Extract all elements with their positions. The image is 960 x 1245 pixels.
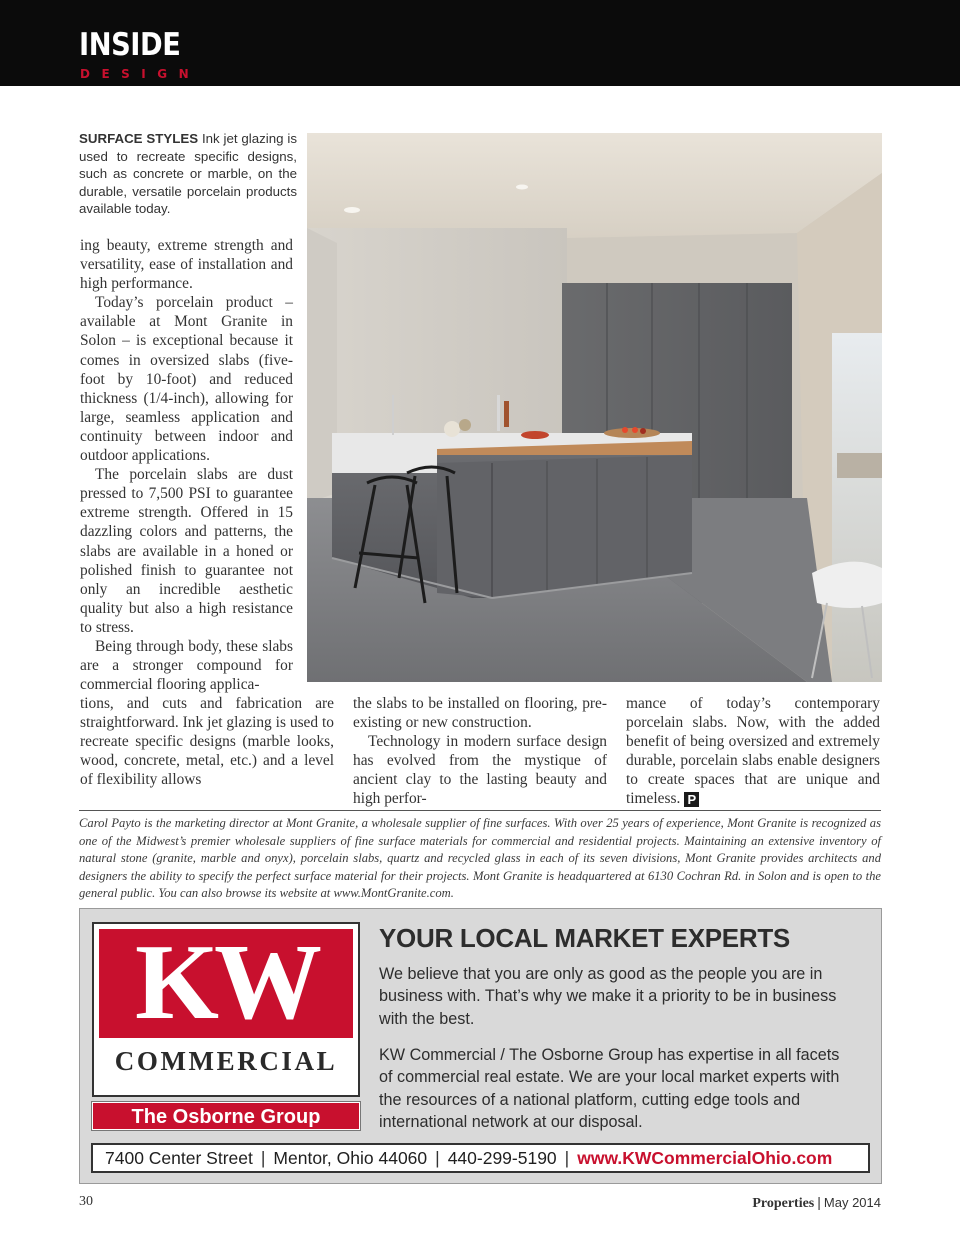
kw-advertisement (79, 908, 882, 1184)
footer-separator: | (817, 1194, 821, 1210)
publication-footer (752, 1194, 881, 1212)
article-paragraph: Today’s porcelain product – available at Mont Granite in Solon – is exceptional because it comes in oversized slabs (five-foot by 10-foot) and reduced thickness (1/4-inch), allowing for large, seamless application and continuity between indoor and outdoor applications. (80, 294, 293, 465)
photo-caption (79, 130, 297, 218)
kw-logo-word: COMMERCIAL (114, 1046, 338, 1076)
article-paragraph (626, 694, 880, 809)
kw-logo-mark (99, 923, 353, 1042)
article-paragraph: The porcelain slabs are dust pressed to 7,500 PSI to guarantee extreme strength. Offered in 15 dazzling colors and patterns, the slabs are available in a honed or polished finish to guarantee not only an incredible aesthetic quality but also a high resistance to stress. (80, 466, 293, 636)
article-column-1-continued (80, 694, 334, 789)
ad-website-link[interactable]: www.KWCommercialOhio.com (577, 1148, 833, 1168)
article-column-3 (626, 694, 880, 809)
caption-lead: SURFACE STYLES (79, 131, 199, 146)
ad-paragraph: KW Commercial / The Osborne Group has expertise in all facets of commercial real estate. We are your local market experts with the resources of a national platform, cutting edge tools and international network at our disposal. (379, 1046, 840, 1132)
section-header (0, 0, 960, 86)
kw-logo (92, 922, 360, 1097)
kitchen-photo (307, 133, 882, 682)
caption-text: Ink jet glazing is used to recreate specific designs, such as concrete or marble, on the durable, versatile porcelain products available today. (79, 131, 297, 217)
ad-headline: YOUR LOCAL MARKET EXPERTS (379, 923, 790, 953)
author-bio: Carol Payto is the marketing director at Mont Granite, a wholesale supplier of fine surfaces. With over 25 years of experience, Mont Granite is recognized as one of the Midwest’s premier wholesale suppliers of fine surface materials for commercial and residential projects. Maintaining an extensive inventory of natural stone (granite, marble and onyx), porcelain slabs, quartz and recycled glass in each of its seven divisions, Mont Granite provides architects and designers the ability to specify the perfect surface material for their projects. Mont Granite is headquartered at 6130 Cochran Rd. in Solon and is open to the general public. You can also browse its website at www.MontGranite.com. (79, 816, 881, 900)
section-title: INSIDE (79, 27, 181, 63)
contact-separator: | (435, 1148, 440, 1168)
bio-divider (79, 810, 881, 811)
contact-separator: | (260, 1148, 266, 1168)
article-text: mance of today’s contemporary porcelain slabs. Now, with the added benefit of being oversized and extremely durable, porcelain slabs enable designers to create spaces that are unique and timeless. (626, 695, 880, 808)
ad-phone: 440-299-5190 (447, 1148, 557, 1168)
article-paragraph: Technology in modern surface design has evolved from the mystique of ancient clay to the lasting beauty and high perfor- (353, 733, 607, 808)
kitchen-illustration (307, 133, 882, 682)
article-paragraph: Being through body, these slabs are a stronger compound for commercial flooring applica- (80, 637, 293, 694)
article-column-2 (353, 694, 607, 809)
article-paragraph: tions, and cuts and fabrication are straightforward. Ink jet glazing is used to recreate specific designs (marble looks, wood, concrete, metal, etc.) and a level of flexibility allows (80, 695, 334, 789)
article-column-1 (80, 236, 293, 694)
article-paragraph: ing beauty, extreme strength and versatility, ease of installation and high performance. (80, 237, 293, 293)
group-name-banner: The Osborne Group (92, 1102, 360, 1130)
issue-date: May 2014 (823, 1195, 881, 1210)
end-mark-icon: P (684, 792, 699, 807)
section-subtitle: DESIGN (80, 67, 201, 81)
contact-bar (91, 1143, 870, 1173)
page-number: 30 (79, 1194, 93, 1209)
publication-name: Properties (752, 1196, 815, 1211)
ad-address: 7400 Center Street (105, 1148, 253, 1168)
contact-separator: | (564, 1148, 570, 1168)
kw-logo-letters: KW (134, 923, 317, 1042)
ad-city: Mentor, Ohio 44060 (273, 1148, 428, 1168)
ad-paragraph: We believe that you are only as good as the people you are in business with. That’s why we make it a priority to be in business with the best. (379, 965, 837, 1028)
article-paragraph: the slabs to be installed on flooring, pre-existing or new construction. (353, 695, 607, 732)
